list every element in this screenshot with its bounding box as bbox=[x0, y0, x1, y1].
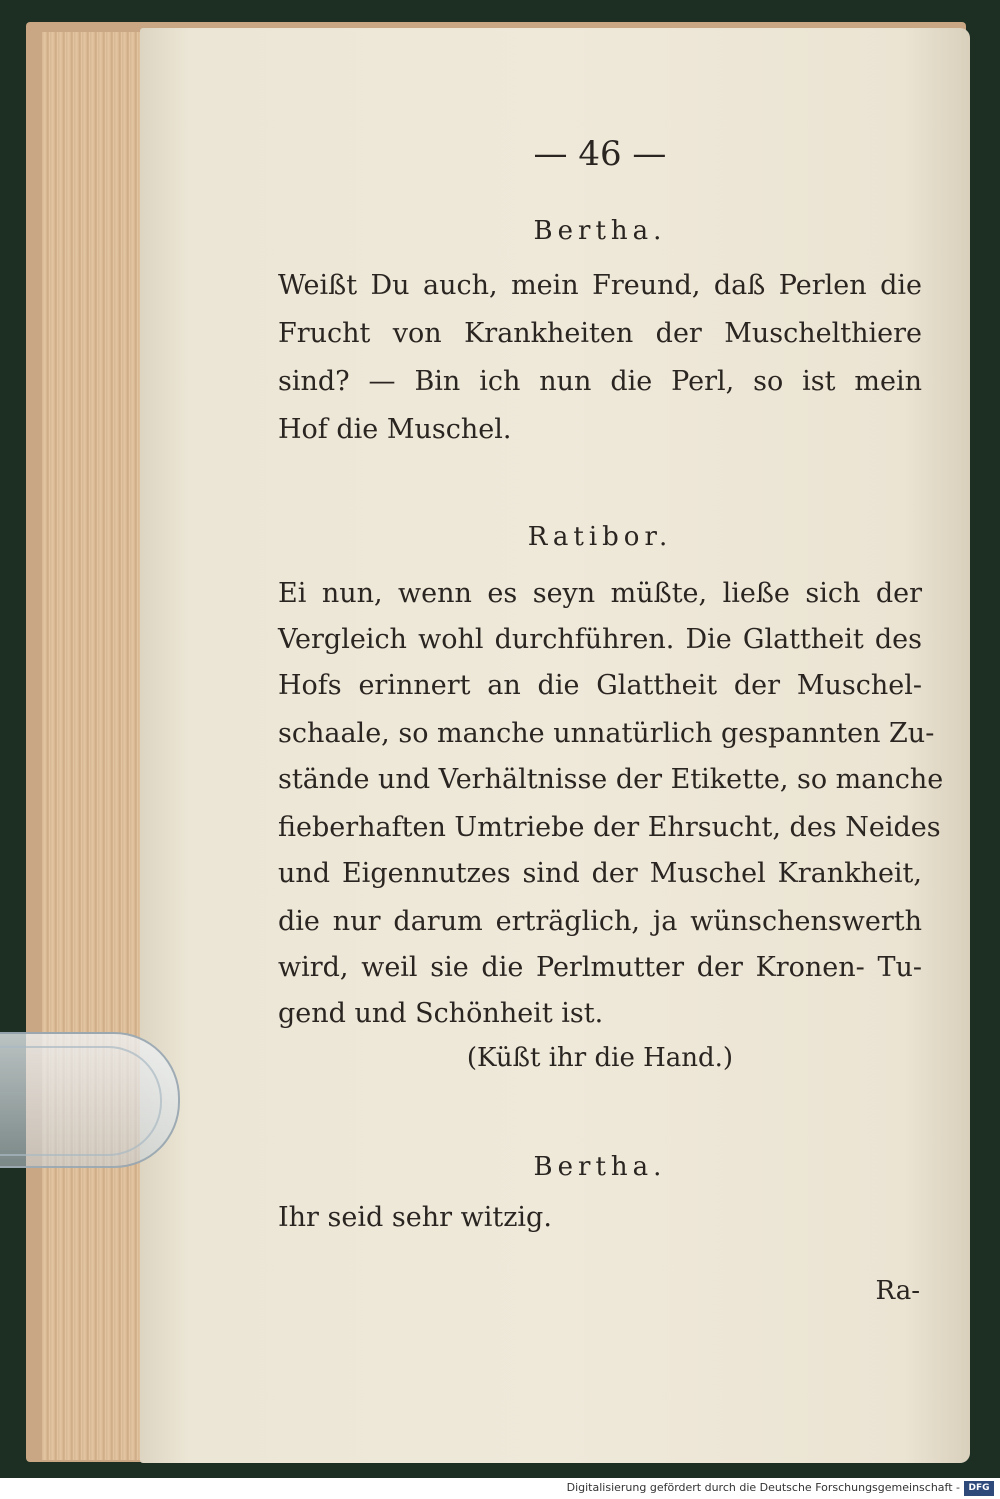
text-line: Weißt Du auch, mein Freund, daß Perlen die bbox=[278, 270, 922, 301]
speaker-heading: Bertha. bbox=[533, 216, 667, 246]
text-line: Frucht von Krankheiten der Muschelthiere bbox=[278, 318, 922, 349]
text-line: gend und Schönheit ist. bbox=[278, 998, 604, 1029]
text-line: und Eigennutzes sind der Muschel Krankheit, bbox=[278, 858, 922, 889]
text-line: Ei nun, wenn es seyn müßte, ließe sich der bbox=[278, 578, 922, 609]
page-clip bbox=[0, 1032, 180, 1168]
catchword: Ra- bbox=[875, 1276, 920, 1306]
speaker-heading: Ratibor. bbox=[527, 522, 673, 552]
text-line: schaale, so manche unnatürlich gespannten Zu- bbox=[278, 718, 935, 749]
text-line: Ihr seid sehr witzig. bbox=[278, 1202, 552, 1233]
text-line: die nur darum erträglich, ja wünschenswerth bbox=[278, 906, 922, 937]
text-line: Hof die Muschel. bbox=[278, 414, 512, 445]
text-line: Vergleich wohl durchführen. Die Glattheit des bbox=[278, 624, 922, 655]
text-line: stände und Verhältnisse der Etikette, so manche bbox=[278, 764, 944, 795]
footer-bar bbox=[0, 1478, 1000, 1499]
page-clip-inner bbox=[0, 1046, 162, 1156]
footer-credit: Digitalisierung gefördert durch die Deutsche Forschungsgemeinschaft - bbox=[566, 1481, 960, 1494]
text-line: sind? — Bin ich nun die Perl, so ist mein bbox=[278, 366, 922, 397]
text-line: wird, weil sie die Perlmutter der Kronen- Tu- bbox=[278, 952, 922, 983]
text-line: Hofs erinnert an die Glattheit der Muschel- bbox=[278, 670, 922, 701]
page-number: — 46 — bbox=[533, 134, 667, 174]
speaker-heading: Bertha. bbox=[533, 1152, 667, 1182]
stage-direction: (Küßt ihr die Hand.) bbox=[466, 1043, 734, 1073]
text-line: fieberhaften Umtriebe der Ehrsucht, des Neides bbox=[278, 812, 941, 843]
dfg-logo: DFG bbox=[964, 1481, 994, 1496]
page-stack-edge bbox=[42, 32, 152, 1460]
